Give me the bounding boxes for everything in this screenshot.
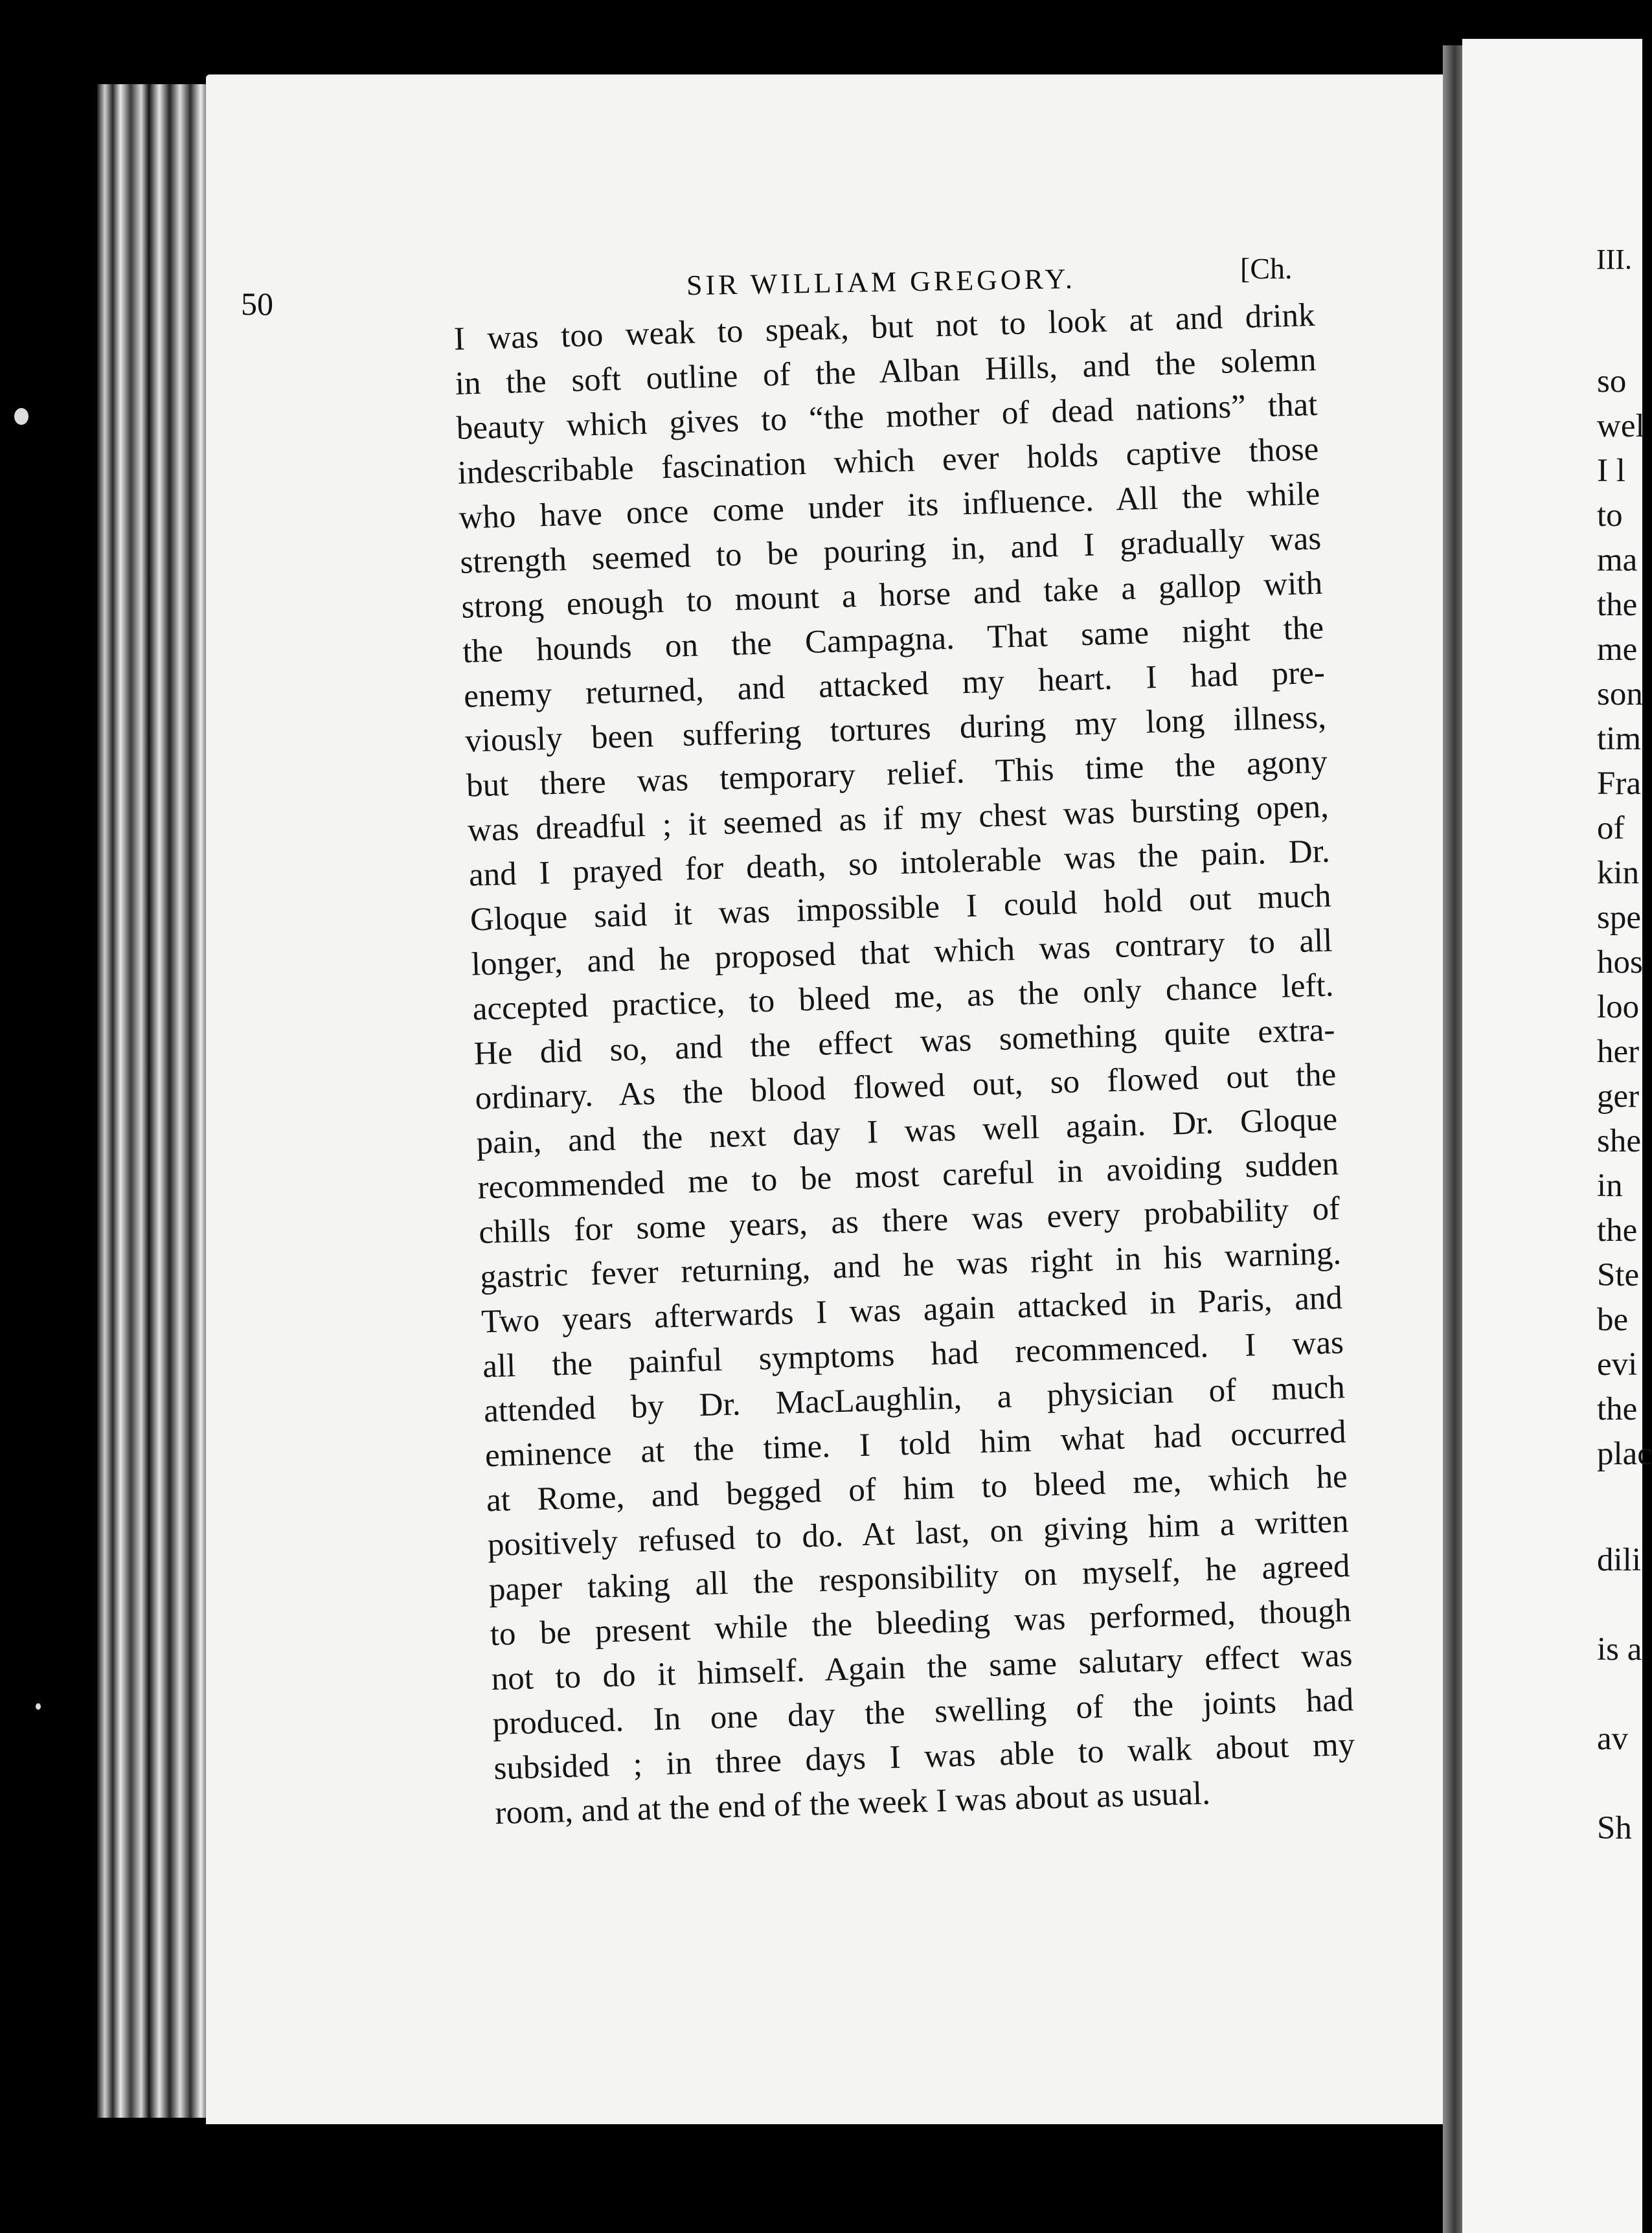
text-line-fragment: plac [1597, 1436, 1652, 1472]
text-line: accepted practice, to bleed me, as the only chance left. [472, 967, 1335, 1028]
text-line-fragment: she [1597, 1123, 1641, 1159]
text-line-fragment: Fra [1597, 765, 1641, 802]
text-line: paper taking all the responsibility on myself, he agreed [488, 1548, 1351, 1609]
text-line: pain, and the next day I was well again. Dr. Gloque [475, 1101, 1338, 1162]
text-line-fragment: ma [1597, 542, 1638, 578]
text-line: the hounds on the Campagna. That same night the [462, 609, 1324, 670]
text-line-fragment: to [1597, 497, 1623, 534]
text-line: indescribable fascination which ever holds captive those [457, 431, 1319, 492]
text-line: recommended me to be most careful in avoiding sudden [477, 1146, 1339, 1207]
book-gutter [1443, 45, 1462, 2233]
text-line: positively refused to do. At last, on giving him a written [487, 1503, 1350, 1564]
text-line: beauty which gives to “the mother of dead nations” that [456, 386, 1318, 447]
text-line-fragment: Ste [1597, 1257, 1640, 1293]
right-page-text [1597, 359, 1652, 1477]
text-line: produced. In one day the swelling of the joints had [492, 1682, 1354, 1743]
text-line-fragment: her [1597, 1034, 1640, 1070]
text-line-fragment: av [1597, 1721, 1629, 1757]
text-line: in the soft outline of the Alban Hills, and the solemn [455, 341, 1317, 402]
text-line: but there was temporary relief. This time the agony [466, 743, 1328, 804]
text-line: I was too weak to speak, but not to look at and drink [453, 297, 1316, 357]
text-line-fragment: the [1597, 587, 1638, 623]
text-line-fragment: the [1597, 1212, 1638, 1249]
text-line-fragment: be [1597, 1302, 1629, 1338]
text-line: enemy returned, and attacked my heart. I had pre- [463, 654, 1326, 715]
text-line-fragment: wel [1597, 408, 1645, 444]
text-line-fragment: Sh [1597, 1810, 1632, 1846]
text-line: to be present while the bleeding was performed, though [490, 1593, 1352, 1653]
text-line: viously been suffering tortures during my long illness, [464, 699, 1327, 760]
text-line: at Rome, and begged of him to bleed me, which he [486, 1458, 1348, 1519]
text-line-fragment: so [1597, 363, 1627, 400]
chapter-mark: [Ch. [1240, 252, 1293, 285]
text-line: room, and at the end of the week I was about as usual. [494, 1775, 1211, 1832]
text-line: was dreadful ; it seemed as if my chest was bursting open, [467, 788, 1330, 849]
text-line: all the painful symptoms had recommenced. I was [482, 1324, 1344, 1385]
text-line-fragment: dili [1597, 1542, 1642, 1578]
text-line: not to do it himself. Again the same salutary effect was [490, 1637, 1353, 1698]
text-line-fragment: hos [1597, 944, 1643, 980]
text-line-fragment: is a [1597, 1631, 1642, 1668]
text-line: gastric fever returning, and he was right in his warning. [479, 1235, 1342, 1296]
text-line: Gloque said it was impossible I could hold out much [470, 878, 1332, 938]
text-line-fragment: the [1597, 1391, 1638, 1427]
text-line: and I prayed for death, so intolerable was the pain. Dr. [468, 833, 1331, 894]
text-line-fragment: spe [1597, 900, 1641, 936]
text-line-fragment: evi [1597, 1346, 1638, 1383]
text-line: He did so, and the effect was something quite extra- [473, 1012, 1336, 1072]
text-line: longer, and he proposed that which was contrary to all [471, 922, 1333, 983]
text-line-fragment: kin [1597, 855, 1640, 891]
text-line: ordinary. As the blood flowed out, so flowed out the [474, 1056, 1337, 1117]
right-chapter-mark: III. [1596, 244, 1632, 275]
text-line-fragment: ger [1597, 1078, 1640, 1115]
running-head: SIR WILLIAM GREGORY. [686, 262, 1076, 302]
text-line: strength seemed to be pouring in, and I gradually was [459, 520, 1322, 581]
text-line-fragment: I l [1597, 453, 1625, 489]
text-line: subsided ; in three days I was able to walk about my [493, 1727, 1355, 1787]
text-line-fragment: me [1597, 631, 1638, 668]
text-line: attended by Dr. MacLaughlin, a physician of much [483, 1369, 1346, 1430]
body-text [453, 293, 1357, 1836]
text-line: eminence at the time. I told him what had occurred [484, 1414, 1347, 1475]
text-line-fragment: in [1597, 1168, 1623, 1204]
text-line: strong enough to mount a horse and take a gallop with [460, 565, 1323, 626]
text-line-fragment: son [1597, 676, 1643, 712]
right-page-text-lower [1597, 1515, 1642, 1873]
text-line: chills for some years, as there was every probability of [478, 1190, 1341, 1251]
page-number: 50 [241, 286, 273, 322]
text-line: who have once come under its influence. All the while [458, 475, 1320, 536]
margin-speck [36, 1703, 41, 1710]
text-line: Two years afterwards I was again attacked in Paris, and [481, 1280, 1343, 1341]
margin-speck [14, 408, 28, 425]
text-line-fragment: tim [1597, 721, 1642, 757]
text-line-fragment: loo [1597, 989, 1640, 1025]
text-line-fragment: of [1597, 810, 1625, 846]
